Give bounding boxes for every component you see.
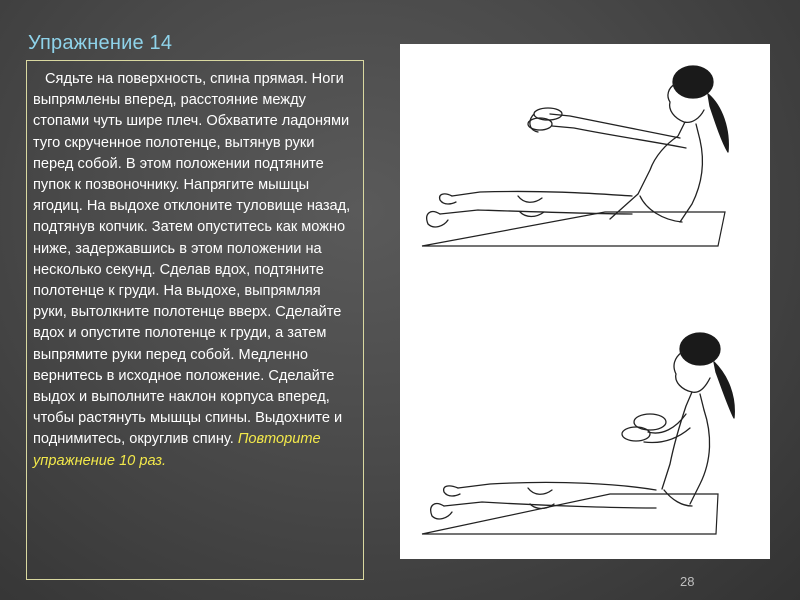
woman-seated-towel-to-chest-icon (422, 333, 734, 534)
illustration-panel (400, 44, 770, 559)
repeat-note: Повторите упражнение 10 раз. (33, 431, 321, 469)
instructions-body: Сядьте на поверхность, спина прямая. Ноги выпрямлены вперед, расстояние между стопами чуть шире плеч. Обхватите ладонями туго скрученное полотенце, вытянув руки перед собой. В этом положении подтяните пупок к позвоночнику. Напрягите мышцы ягодиц. На выдохе отклоните туловище назад, подтянув копчик. Затем опуститесь как можно ниже, задержавшись в этом положении на несколько секунд. Сделав вдох, подтяните полотенце к груди. На выдохе, выпрямляя руки, вытолкните полотенце вверх. Сделайте вдох и опустите полотенце к груди, а затем выпрямите руки перед собой. Медленно вернитесь в исходное положение. Сделайте выдох и выполните наклон корпуса вперед, чтобы растянуть мышцы спины. Выдохните и поднимитесь, округлив спину. (33, 71, 351, 448)
page-number: 28 (680, 574, 695, 589)
instructions-box (26, 60, 364, 580)
exercise-illustration (400, 44, 770, 559)
slide-title: Упражнение 14 (28, 32, 173, 54)
instructions-text (33, 69, 357, 472)
woman-seated-arms-extended-icon (422, 66, 728, 246)
